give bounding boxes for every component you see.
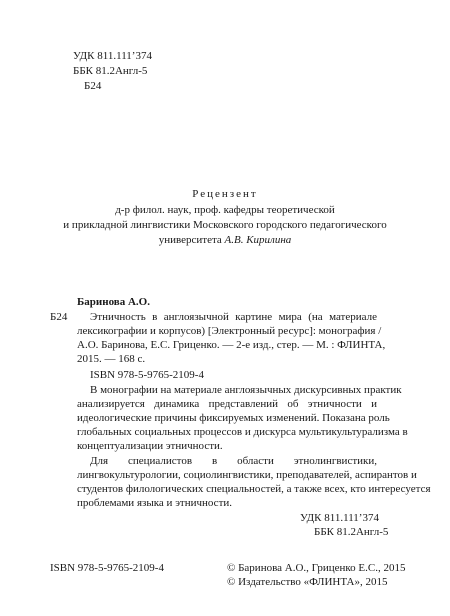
footer-isbn: ISBN 978-5-9765-2109-4: [50, 562, 164, 574]
bib-line: лексикографии и корпусов) [Электронный ресурс]: монография /: [77, 325, 382, 337]
audience-line: проблемами языка и этничности.: [77, 497, 233, 509]
reviewer-heading: Рецензент: [192, 188, 258, 200]
author-mark: Б24: [84, 80, 102, 92]
abstract-line: идеологические причины фиксируемых изменений. Показана роль: [77, 412, 390, 424]
record-udk: УДК 811.111’374: [300, 512, 379, 524]
abstract-line: В монографии на материале англоязычных дискурсивных практик: [90, 384, 402, 396]
reviewer-line-3: [0, 234, 450, 247]
record-code: Б24: [50, 311, 68, 323]
udk-code: УДК 811.111’374: [73, 50, 152, 62]
audience-line: Для специалистов в области этнолингвистики,: [90, 455, 377, 467]
record-author: Баринова А.О.: [77, 296, 150, 308]
bib-line: 2015. — 168 с.: [77, 353, 146, 365]
abstract-line: глобальных социальных процессов и дискурса мультикультурализма в: [77, 426, 408, 438]
audience-line: лингвокультурологии, социолингвистики, преподавателей, аспирантов и: [77, 469, 417, 481]
bib-line: Этничность в англоязычной картине мира (на материале: [90, 311, 377, 323]
copyright-publisher: © Издательство «ФЛИНТА», 2015: [227, 576, 388, 588]
bib-line: А.О. Баринова, Е.С. Гриценко. — 2-е изд., стер. — М. : ФЛИНТА,: [77, 339, 386, 351]
abstract-line: анализируется динамика представлений об этничности и: [77, 398, 377, 410]
abstract-line: концептуализации этничности.: [77, 440, 223, 452]
copyright-authors: © Баринова А.О., Гриценко Е.С., 2015: [227, 562, 406, 574]
record-bbk: ББК 81.2Англ-5: [314, 526, 389, 538]
bbk-code: ББК 81.2Англ-5: [73, 65, 148, 77]
reviewer-line-2: и прикладной лингвистики Московского городского педагогического: [63, 219, 387, 231]
audience-line: студентов филологических специальностей, а также всех, кто интересуется: [77, 483, 431, 495]
reviewer-affiliation: университета: [158, 234, 222, 246]
record-isbn: ISBN 978-5-9765-2109-4: [90, 369, 204, 381]
reviewer-name: А.В. Кирилина: [224, 234, 292, 246]
reviewer-line-1: д-р филол. наук, проф. кафедры теоретической: [115, 204, 335, 216]
